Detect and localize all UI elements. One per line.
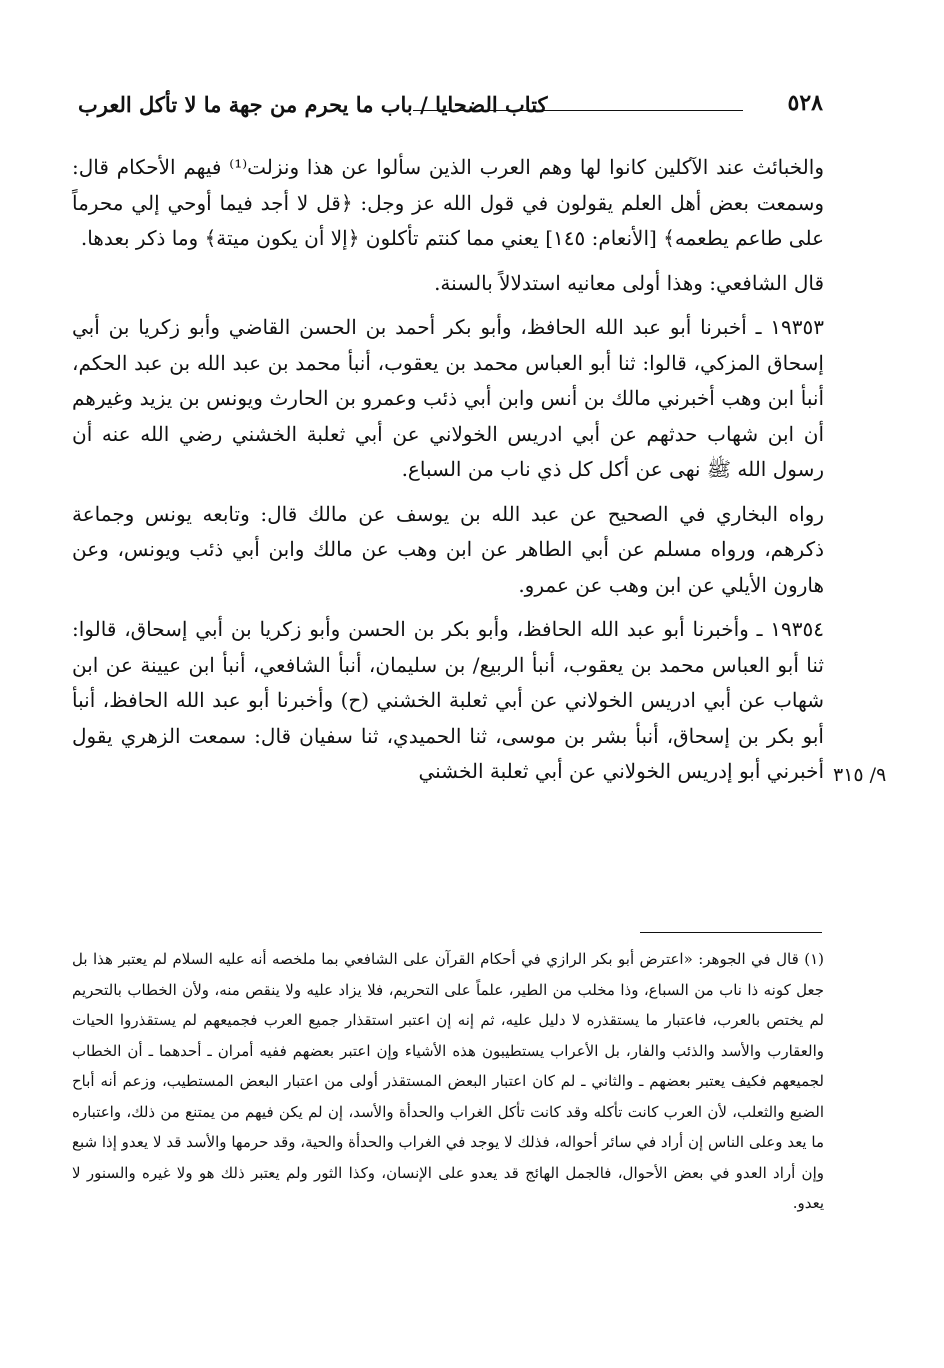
paragraph-shafii-remark: قال الشافعي: وهذا أولى معانيه استدلالاً بالسنة. [434, 270, 824, 295]
footnote-1: (١) قال في الجوهر: «اعترض أبو بكر الرازي في أحكام القرآن على الشافعي بما ملخصه أنه عليه السلام لم يعتبر هذا بل جعل كونه ذا ناب من السباع، وذا مخلب من الطير، علماً على التحريم، فلا يزاد عليه ولا ينقص منه، ولأن الخطاب بالتحريم لم يختص بالعرب، فاعتبار ما يستقذره لا دليل عليه، ثم إنه إن اعتبر استقذار جميع العرب فجميعهم لم يستقذروا الحيات والعقارب والأسد والذئب والفار، بل الأعراب يستطيبون هذه الأشياء وإن اعتبر بعضهم ففيه أمران ـ أحدهما ـ أن الخطاب لجميعهم فكيف يعتبر بعضهم ـ والثاني ـ لم كان اعتبار البعض المستقذر أولى من اعتبار البعض المستطيب، وزعم أنه أباح الضبع والثعلب، لأن العرب كانت تأكله وقد كانت تأكل الغراب والحدأة والأسد، إن لم يكن فيهم من يمتنع من ذلك، واعتباره ما يعد وعلى الناس إن أراد في سائر أحواله، فذلك لا يوجد في الغراب والحدأة والحية، وقد حرمها والأسد قد لا يعدو إذا شبع وإن أراد العدو في بعض الأحوال، فالجمل الهائج قد يعدو على الإنسان، وكذا الثور ولم يعتبر ذلك هو ولا غيره والسنور لا يعدو. [72, 950, 824, 1212]
running-title: كتاب الضحايا / باب ما يحرم من جهة ما لا تأكل العرب [78, 92, 548, 117]
paragraph-narration-note: رواه البخاري في الصحيح عن عبد الله بن يوسف عن مالك قال: وتابعه يونس وجماعة ذكرهم، ورواه مسلم عن أبي الطاهر عن ابن وهب عن مالك وابن أبي ذئب ويونس، وعن هارون الأيلي عن ابن وهب عن عمرو. [72, 501, 824, 597]
footnotes [72, 944, 824, 1219]
running-header [78, 88, 823, 128]
hadith-19354: ١٩٣٥٤ ـ وأخبرنا أبو عبد الله الحافظ، وأبو بكر بن الحسن وأبو زكريا بن أبي إسحاق، قالوا: ثنا أبو العباس محمد بن يعقوب، أنبأ الربيع/ بن سليمان، أنبأ الشافعي، أنبأ ابن عيينة عن ابن شهاب عن أبي ادريس الخولاني عن أبي ثعلبة الخشني (ح) وأخبرنا أبو عبد الله الحافظ، أنبأ أبو بكر بن إسحاق، أنبأ بشر بن موسى، ثنا الحميدي، ثنا سفيان قال: سمعت الزهري يقول أخبرني أبو إدريس الخولاني عن أبي ثعلبة الخشني [72, 617, 824, 783]
footnote-divider [640, 932, 822, 933]
main-text [72, 150, 824, 799]
paragraph-continuation: والخبائث عند الآكلين كانوا لها وهم العرب الذين سألوا عن هذا ونزلت⁽¹⁾ فيهم الأحكام قال: وسمعت بعض أهل العلم يقولون في قول الله عز وجل: ﴿قل لا أجد فيما أوحي إلي محرماً على طاعم يطعمه﴾ [الأنعام: ١٤٥] يعني مما كنتم تأكلون ﴿إلا أن يكون ميتة﴾ وما ذكر بعدها. [72, 155, 824, 250]
margin-reference: ٩/ ٣١٥ [833, 764, 887, 786]
page-number: ٥٢٨ [787, 90, 823, 116]
hadith-19353: ١٩٣٥٣ ـ أخبرنا أبو عبد الله الحافظ، وأبو بكر أحمد بن الحسن القاضي وأبو زكريا بن أبي إسحاق المزكي، قالوا: ثنا أبو العباس محمد بن يعقوب، أنبأ محمد بن عبد الله بن عبد الحكم، أنبأ ابن وهب أخبرني مالك بن أنس وابن أبي ذئب وعمرو بن الحارث ويونس بن يزيد وغيرهم أن ابن شهاب حدثهم عن أبي ادريس الخولاني عن أبي ثعلبة الخشني رضي الله عنه أن رسول الله ﷺ نهى عن أكل كل ذي ناب من السباع. [72, 315, 824, 481]
